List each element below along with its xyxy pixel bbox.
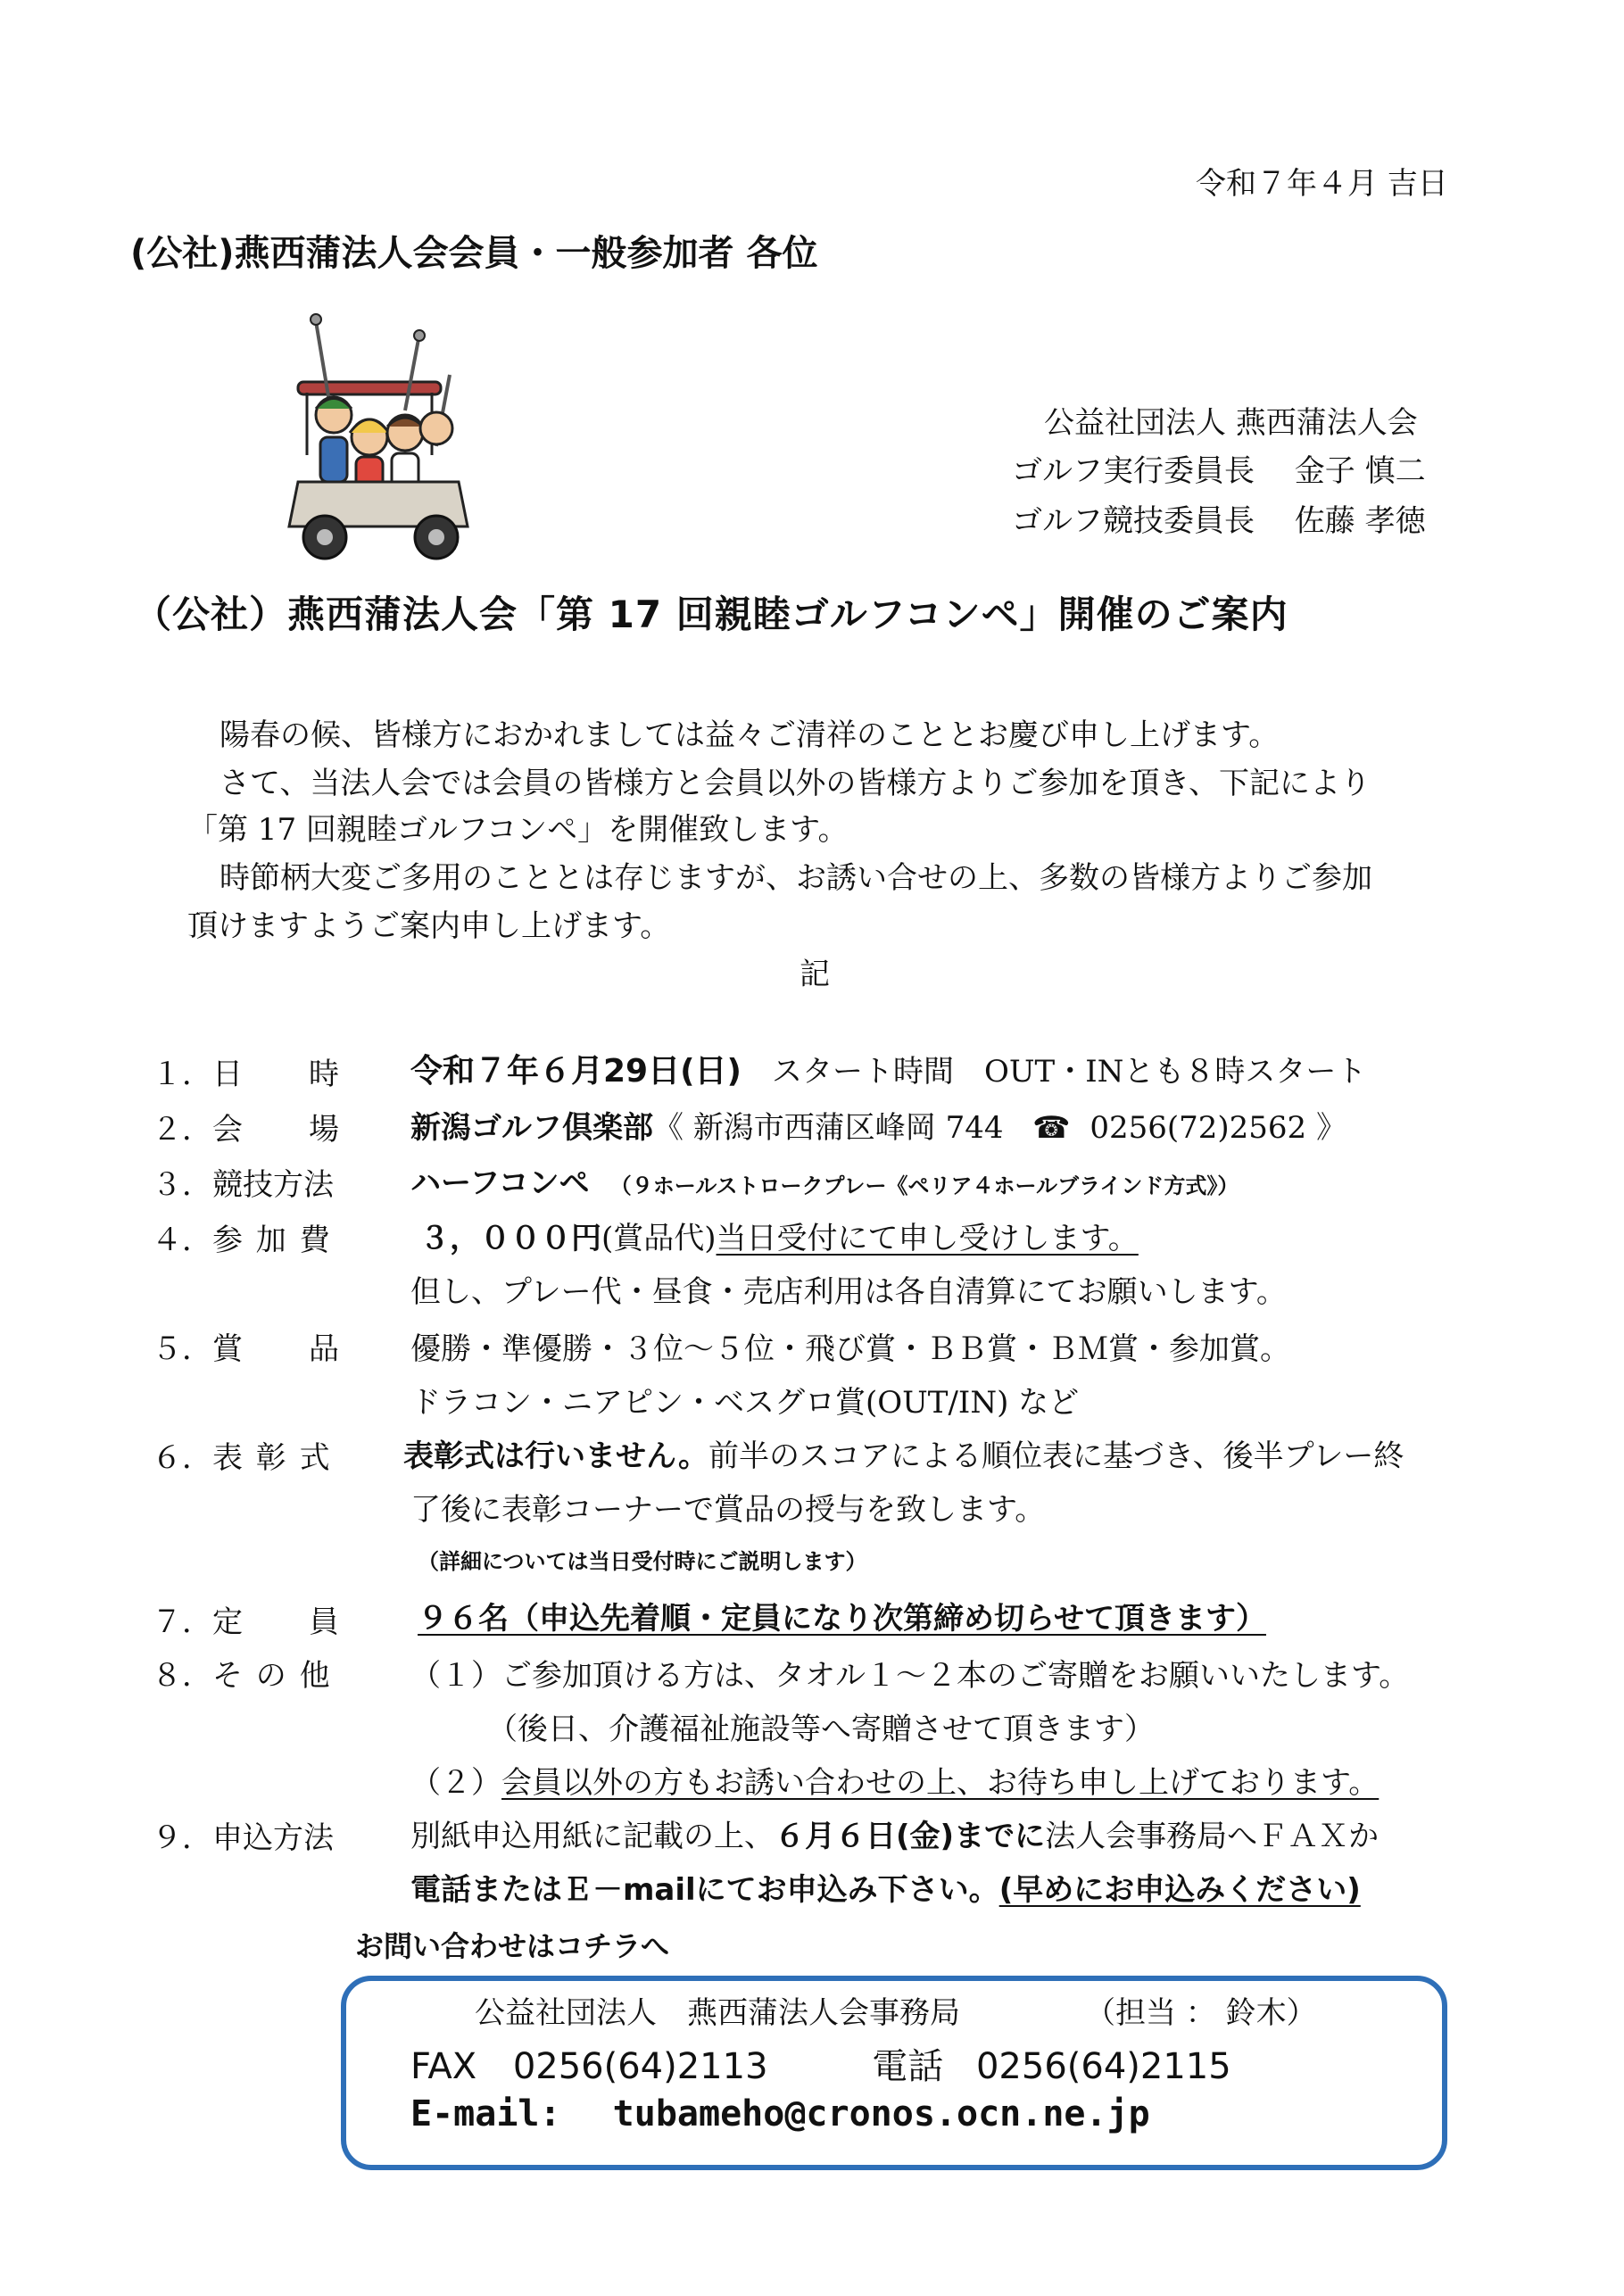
- format-name: ハーフコンペ: [410, 1165, 590, 1201]
- telephone-icon: ☎: [1032, 1110, 1071, 1146]
- golf-cart-icon: [244, 303, 494, 571]
- item-1-value: [410, 1046, 1366, 1091]
- venue-phone: 0256(72)2562 》: [1090, 1110, 1346, 1146]
- tel-number: 0256(64)2115: [975, 2046, 1231, 2087]
- ceremony-detail: 前半のスコアによる順位表に基づき、後半プレー終: [708, 1438, 1404, 1474]
- apply-line-2: [410, 1865, 1361, 1909]
- document-date: 令和７年４月 吉日: [1196, 166, 1448, 202]
- start-time: スタート時間 OUT・INとも８時スタート: [742, 1054, 1367, 1090]
- item-7-number: ７．: [152, 1604, 212, 1640]
- apply-line-1-b: 法人会事務局へＦＡＸか: [1045, 1819, 1380, 1854]
- fee-note: 当日受付にて申し受けします。: [716, 1221, 1139, 1256]
- email-address[interactable]: tubameho@cronos.ocn.ne.jp: [612, 2093, 1150, 2134]
- item-3-number: ３．: [152, 1167, 212, 1203]
- item-3-value: [410, 1158, 1239, 1202]
- ki-mark: 記: [800, 957, 830, 992]
- fax-number: 0256(64)2113: [512, 2046, 768, 2087]
- other-line-2: （後日、介護福祉施設等へ寄贈させて頂きます）: [487, 1712, 1155, 1747]
- no-ceremony: 表彰式は行いません。: [403, 1438, 709, 1474]
- intro-line-4: 時節柄大変ご多用のこととは存じますが、お誘い合せの上、多数の皆様方よりご参加: [220, 860, 1372, 896]
- intro-line-3: 「第 17 回親睦ゴルフコンペ」を開催致します。: [187, 812, 849, 848]
- apply-line-1-a: 別紙申込用紙に記載の上、: [410, 1819, 775, 1854]
- intro-line-5: 頂けますようご案内申し上げます。: [187, 908, 671, 944]
- item-6-value: [403, 1431, 1404, 1475]
- item-4-label: 参 加 費: [212, 1223, 332, 1258]
- other-line-1: （１）ご参加頂ける方は、タオル１～２本のご寄贈をお願いいたします。: [410, 1658, 1410, 1694]
- sender-org: 公益社団法人 燕西蒲法人会: [1044, 405, 1418, 441]
- format-detail: （９ホールストロークプレー《ペリア４ホールブラインド方式》）: [609, 1173, 1239, 1198]
- intro-line-1: 陽春の候、皆様方におかれましては益々ご清祥のこととお慶び申し上げます。: [220, 717, 1280, 753]
- item-9-label: 申込方法: [212, 1820, 334, 1856]
- apply-deadline: ６月６日(金)までに: [775, 1819, 1046, 1854]
- item-5-label: 賞 品: [212, 1331, 341, 1367]
- tel-label: 電話: [872, 2046, 944, 2087]
- capacity-value: ９６名（申込先着順・定員になり次第締め切らせて頂きます）: [418, 1601, 1266, 1637]
- item-1-label: 日 時: [212, 1057, 341, 1092]
- fee-type: (賞品代): [601, 1221, 717, 1256]
- venue-address: 《 新潟市西蒲区峰岡 744: [653, 1110, 1004, 1146]
- contact-person: （担当 ： 鈴木）: [1085, 1995, 1317, 2031]
- fee-amount: ３，０００円: [419, 1221, 601, 1256]
- apply-line-2-a: 電話またはＥ－mailにてお申込み下さい。: [410, 1872, 999, 1908]
- fee-extra-note: 但し、プレー代・昼食・売店利用は各自清算にてお願いします。: [410, 1274, 1287, 1310]
- ceremony-line-2: 了後に表彰コーナーで賞品の授与を致します。: [410, 1492, 1046, 1528]
- ceremony-note: （詳細については当日受付時にご説明します）: [418, 1549, 867, 1574]
- item-4-value: [419, 1214, 1139, 1257]
- sender-competition-chair: ゴルフ競技委員長 佐藤 孝徳: [1012, 503, 1426, 539]
- item-6-label: 表 彰 式: [212, 1440, 332, 1476]
- item-5-number: ５．: [152, 1331, 212, 1367]
- venue-name: 新潟ゴルフ倶楽部: [410, 1110, 653, 1146]
- item-8-label: そ の 他: [212, 1658, 332, 1694]
- apply-line-1: [410, 1811, 1379, 1855]
- fax-label: FAX: [410, 2046, 477, 2087]
- contact-fax-row: [410, 2038, 1231, 2089]
- item-1-number: １．: [152, 1057, 212, 1092]
- item-3-label: 競技方法: [212, 1167, 334, 1203]
- sender-exec-chair: ゴルフ実行委員長 金子 慎二: [1012, 453, 1426, 489]
- addressee: (公社)燕西蒲法人会会員・一般参加者 各位: [130, 233, 818, 274]
- item-2-label: 会 場: [212, 1112, 341, 1148]
- item-9-number: ９．: [152, 1820, 212, 1856]
- item-4-number: ４．: [152, 1223, 212, 1258]
- event-date: 令和７年６月29日(日): [410, 1053, 742, 1090]
- other-line-3-prefix: （２）: [410, 1765, 501, 1801]
- contact-heading: お問い合わせはコチラへ: [355, 1929, 670, 1963]
- item-6-number: ６．: [152, 1440, 212, 1476]
- other-line-3: [410, 1758, 1379, 1802]
- prizes-line-2: ドラコン・ニアピン・ベスグロ賞(OUT/IN) など: [410, 1385, 1080, 1421]
- item-2-value: [410, 1103, 1346, 1147]
- email-label: E-mail:: [410, 2093, 561, 2134]
- item-8-number: ８．: [152, 1658, 212, 1694]
- contact-org: 公益社団法人 燕西蒲法人会事務局: [475, 1995, 960, 2031]
- contact-email-row: [410, 2093, 1150, 2134]
- item-7-label: 定 員: [212, 1604, 341, 1640]
- prizes-line-1: 優勝・準優勝・３位～５位・飛び賞・ＢＢ賞・ＢＭ賞・参加賞。: [410, 1331, 1290, 1367]
- page-title: （公社）燕西蒲法人会「第 17 回親睦ゴルフコンペ」開催のご案内: [134, 593, 1288, 636]
- golf-cart-illustration: [244, 303, 494, 571]
- item-2-number: ２．: [152, 1112, 212, 1148]
- other-line-3-text: 会員以外の方もお誘い合わせの上、お待ち申し上げております。: [501, 1765, 1380, 1801]
- intro-line-2: さて、当法人会では会員の皆様方と会員以外の皆様方よりご参加を頂き、下記により: [220, 766, 1371, 801]
- apply-early-note: (早めにお申込みください): [998, 1872, 1361, 1908]
